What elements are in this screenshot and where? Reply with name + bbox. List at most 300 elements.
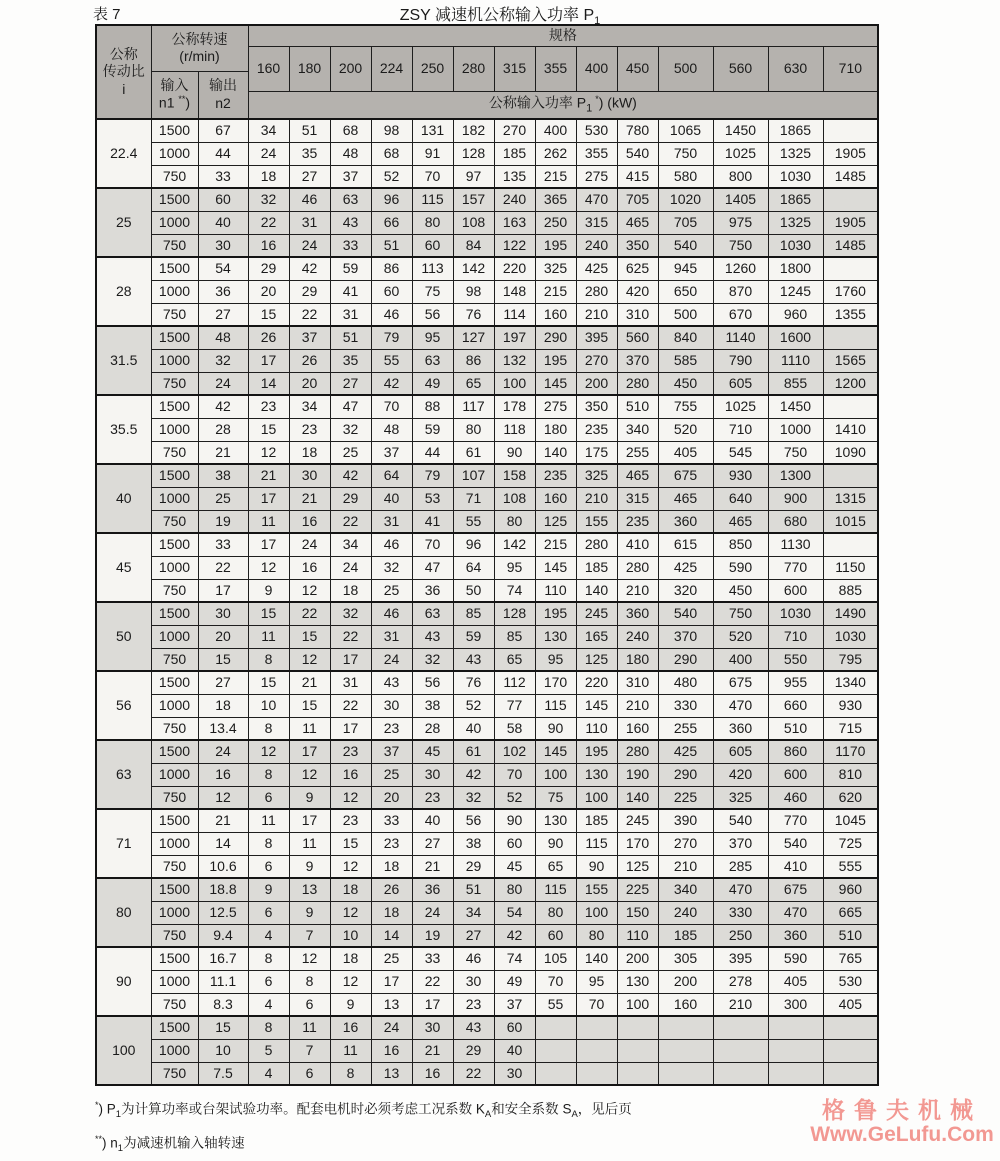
output-speed-cell: 28 bbox=[198, 418, 248, 441]
power-cell: 90 bbox=[576, 855, 617, 878]
output-label: 输出 bbox=[209, 77, 237, 94]
power-cell: 70 bbox=[412, 533, 453, 556]
power-cell: 10 bbox=[248, 694, 289, 717]
output-speed-cell: 21 bbox=[198, 809, 248, 832]
power-cell: 100 bbox=[576, 786, 617, 809]
power-cell: 675 bbox=[768, 878, 823, 901]
header-power: 公称输入功率 $P_1^*$) (kW) bbox=[248, 91, 878, 119]
power-cell: 36 bbox=[412, 878, 453, 901]
power-cell: 12 bbox=[248, 441, 289, 464]
power-cell bbox=[823, 1016, 878, 1039]
power-cell: 225 bbox=[658, 786, 713, 809]
power-cell: 705 bbox=[658, 211, 713, 234]
power-cell: 425 bbox=[576, 257, 617, 280]
power-cell: 715 bbox=[823, 717, 878, 740]
power-cell: 1025 bbox=[713, 395, 768, 418]
input-speed-cell: 750 bbox=[151, 510, 198, 533]
power-cell: 665 bbox=[823, 901, 878, 924]
power-cell: 61 bbox=[453, 740, 494, 763]
power-cell: 33 bbox=[412, 947, 453, 970]
power-cell: 60 bbox=[412, 234, 453, 257]
power-cell: 31 bbox=[289, 211, 330, 234]
watermark-url: Www.GeLufu.Com bbox=[810, 1123, 994, 1146]
power-cell: 405 bbox=[658, 441, 713, 464]
power-cell: 1020 bbox=[658, 188, 713, 211]
power-cell: 1000 bbox=[768, 418, 823, 441]
power-cell: 790 bbox=[713, 349, 768, 372]
power-cell: 16 bbox=[330, 763, 371, 786]
data-row bbox=[96, 671, 878, 694]
power-cell: 41 bbox=[330, 280, 371, 303]
input-speed-cell: 750 bbox=[151, 924, 198, 947]
output-speed-cell: 40 bbox=[198, 211, 248, 234]
size-header-224: 224 bbox=[371, 46, 412, 91]
power-cell: 185 bbox=[576, 556, 617, 579]
power-cell: 22 bbox=[330, 625, 371, 648]
input-speed-cell: 1000 bbox=[151, 556, 198, 579]
power-cell: 42 bbox=[289, 257, 330, 280]
input-footnote-mark: ** bbox=[178, 94, 186, 105]
power-cell: 8 bbox=[330, 1062, 371, 1085]
power-cell: 13 bbox=[371, 1062, 412, 1085]
power-cell: 1355 bbox=[823, 303, 878, 326]
data-row bbox=[96, 901, 878, 924]
power-cell: 1565 bbox=[823, 349, 878, 372]
power-cell: 620 bbox=[823, 786, 878, 809]
power-cell: 175 bbox=[576, 441, 617, 464]
power-cell: 23 bbox=[330, 740, 371, 763]
power-cell bbox=[617, 1016, 658, 1039]
power-cell: 155 bbox=[576, 878, 617, 901]
output-speed-cell: 33 bbox=[198, 533, 248, 556]
power-cell: 800 bbox=[713, 165, 768, 188]
power-cell: 51 bbox=[371, 234, 412, 257]
power-cell: 960 bbox=[768, 303, 823, 326]
power-cell bbox=[823, 395, 878, 418]
power-cell: 40 bbox=[412, 809, 453, 832]
power-cell: 24 bbox=[289, 234, 330, 257]
data-row bbox=[96, 740, 878, 763]
power-cell: 33 bbox=[330, 234, 371, 257]
power-cell: 112 bbox=[494, 671, 535, 694]
power-cell: 24 bbox=[289, 533, 330, 556]
data-row bbox=[96, 510, 878, 533]
output-speed-cell: 11.1 bbox=[198, 970, 248, 993]
power-cell: 98 bbox=[453, 280, 494, 303]
power-cell: 670 bbox=[713, 303, 768, 326]
power-cell: 65 bbox=[535, 855, 576, 878]
output-speed-cell: 27 bbox=[198, 303, 248, 326]
power-cell: 65 bbox=[453, 372, 494, 395]
power-cell: 117 bbox=[453, 395, 494, 418]
data-row bbox=[96, 418, 878, 441]
ratio-cell: 63 bbox=[96, 740, 151, 809]
power-cell: 1045 bbox=[823, 809, 878, 832]
power-cell: 60 bbox=[494, 1016, 535, 1039]
power-cell: 125 bbox=[576, 648, 617, 671]
power-cell: 350 bbox=[617, 234, 658, 257]
power-cell: 12 bbox=[330, 855, 371, 878]
power-cell: 95 bbox=[535, 648, 576, 671]
power-cell: 25 bbox=[371, 947, 412, 970]
output-speed-cell: 24 bbox=[198, 372, 248, 395]
power-cell: 360 bbox=[658, 510, 713, 533]
input-speed-cell: 1000 bbox=[151, 142, 198, 165]
size-header-400: 400 bbox=[576, 46, 617, 91]
power-cell: 17 bbox=[248, 349, 289, 372]
power-cell: 12 bbox=[289, 579, 330, 602]
power-cell: 128 bbox=[453, 142, 494, 165]
power-cell: 35 bbox=[330, 349, 371, 372]
power-cell: 450 bbox=[713, 579, 768, 602]
power-cell: 31 bbox=[371, 510, 412, 533]
power-cell bbox=[713, 1062, 768, 1085]
power-cell: 195 bbox=[535, 234, 576, 257]
power-cell: 47 bbox=[330, 395, 371, 418]
power-cell: 255 bbox=[617, 441, 658, 464]
power-cell: 46 bbox=[453, 947, 494, 970]
output-speed-cell: 16.7 bbox=[198, 947, 248, 970]
power-cell: 38 bbox=[412, 694, 453, 717]
input-code: n1 **) bbox=[158, 94, 191, 112]
power-cell: 35 bbox=[289, 142, 330, 165]
power-cell: 43 bbox=[371, 671, 412, 694]
power-cell: 1490 bbox=[823, 602, 878, 625]
power-cell: 22 bbox=[289, 602, 330, 625]
power-cell: 40 bbox=[453, 717, 494, 740]
power-cell: 130 bbox=[535, 809, 576, 832]
power-cell bbox=[823, 188, 878, 211]
power-cell: 280 bbox=[617, 740, 658, 763]
power-cell: 1760 bbox=[823, 280, 878, 303]
power-cell: 245 bbox=[576, 602, 617, 625]
power-cell: 540 bbox=[658, 234, 713, 257]
input-speed-cell: 1000 bbox=[151, 901, 198, 924]
power-cell: 275 bbox=[576, 165, 617, 188]
power-cell: 500 bbox=[658, 303, 713, 326]
power-cell: 15 bbox=[248, 602, 289, 625]
input-speed-cell: 1000 bbox=[151, 832, 198, 855]
power-cell: 560 bbox=[617, 326, 658, 349]
power-cell: 27 bbox=[330, 372, 371, 395]
power-cell: 885 bbox=[823, 579, 878, 602]
power-cell: 195 bbox=[535, 349, 576, 372]
power-cell bbox=[823, 464, 878, 487]
power-cell: 15 bbox=[248, 303, 289, 326]
power-cell: 405 bbox=[823, 993, 878, 1016]
header-speed bbox=[151, 25, 248, 71]
power-cell: 1030 bbox=[823, 625, 878, 648]
power-cell: 84 bbox=[453, 234, 494, 257]
page-title-text: ZSY 减速机公称输入功率 P bbox=[399, 7, 595, 24]
power-cell: 34 bbox=[330, 533, 371, 556]
power-cell: 70 bbox=[494, 763, 535, 786]
power-cell: 18 bbox=[330, 878, 371, 901]
power-cell: 12 bbox=[289, 648, 330, 671]
input-speed-cell: 1500 bbox=[151, 602, 198, 625]
power-cell: 20 bbox=[248, 280, 289, 303]
data-row bbox=[96, 326, 878, 349]
power-cell: 278 bbox=[713, 970, 768, 993]
power-cell: 280 bbox=[617, 372, 658, 395]
power-cell: 16 bbox=[248, 234, 289, 257]
power-cell: 30 bbox=[371, 694, 412, 717]
power-cell: 9 bbox=[289, 855, 330, 878]
power-cell: 1130 bbox=[768, 533, 823, 556]
power-cell: 11 bbox=[289, 1016, 330, 1039]
power-cell: 11 bbox=[289, 717, 330, 740]
power-cell: 98 bbox=[371, 119, 412, 142]
power-cell: 1065 bbox=[658, 119, 713, 142]
power-cell: 90 bbox=[535, 832, 576, 855]
power-cell: 40 bbox=[494, 1039, 535, 1062]
output-speed-cell: 30 bbox=[198, 602, 248, 625]
power-cell: 215 bbox=[535, 533, 576, 556]
power-cell: 4 bbox=[248, 993, 289, 1016]
data-row bbox=[96, 395, 878, 418]
power-cell: 840 bbox=[658, 326, 713, 349]
power-cell bbox=[535, 1062, 576, 1085]
power-cell: 70 bbox=[576, 993, 617, 1016]
power-cell: 80 bbox=[453, 418, 494, 441]
power-cell: 675 bbox=[713, 671, 768, 694]
output-speed-cell: 32 bbox=[198, 349, 248, 372]
power-cell: 315 bbox=[576, 211, 617, 234]
power-cell: 605 bbox=[713, 740, 768, 763]
input-speed-cell: 1500 bbox=[151, 257, 198, 280]
power-cell: 530 bbox=[576, 119, 617, 142]
input-speed-cell: 750 bbox=[151, 165, 198, 188]
power-cell: 200 bbox=[576, 372, 617, 395]
power-cell: 470 bbox=[713, 878, 768, 901]
power-footnote-mark: * bbox=[595, 93, 599, 104]
power-cell bbox=[535, 1039, 576, 1062]
size-header-315: 315 bbox=[494, 46, 535, 91]
power-cell: 178 bbox=[494, 395, 535, 418]
power-cell: 30 bbox=[289, 464, 330, 487]
power-cell: 795 bbox=[823, 648, 878, 671]
power-cell: 131 bbox=[412, 119, 453, 142]
power-cell: 850 bbox=[713, 533, 768, 556]
table-number: 表 7 bbox=[93, 6, 121, 23]
power-cell: 148 bbox=[494, 280, 535, 303]
power-cell: 32 bbox=[248, 188, 289, 211]
power-cell bbox=[576, 1062, 617, 1085]
power-cell: 24 bbox=[330, 556, 371, 579]
power-cell bbox=[535, 1016, 576, 1039]
power-cell: 135 bbox=[494, 165, 535, 188]
power-cell: 540 bbox=[658, 602, 713, 625]
input-speed-cell: 750 bbox=[151, 855, 198, 878]
power-cell: 47 bbox=[412, 556, 453, 579]
power-cell: 43 bbox=[412, 625, 453, 648]
size-header-450: 450 bbox=[617, 46, 658, 91]
power-cell: 6 bbox=[248, 970, 289, 993]
power-cell: 38 bbox=[453, 832, 494, 855]
power-cell: 200 bbox=[658, 970, 713, 993]
power-cell: 60 bbox=[371, 280, 412, 303]
power-cell: 56 bbox=[412, 671, 453, 694]
power-cell: 18 bbox=[330, 947, 371, 970]
power-cell: 1015 bbox=[823, 510, 878, 533]
power-cell: 55 bbox=[453, 510, 494, 533]
power-cell: 765 bbox=[823, 947, 878, 970]
power-cell: 13 bbox=[371, 993, 412, 1016]
power-cell: 63 bbox=[412, 349, 453, 372]
power-cell: 465 bbox=[713, 510, 768, 533]
power-subscript: 1 bbox=[586, 102, 593, 115]
power-cell: 410 bbox=[617, 533, 658, 556]
power-cell: 29 bbox=[330, 487, 371, 510]
data-row bbox=[96, 855, 878, 878]
power-cell: 255 bbox=[658, 717, 713, 740]
power-cell: 44 bbox=[412, 441, 453, 464]
output-speed-cell: 24 bbox=[198, 740, 248, 763]
power-cell: 625 bbox=[617, 257, 658, 280]
power-cell: 1340 bbox=[823, 671, 878, 694]
power-cell: 14 bbox=[248, 372, 289, 395]
output-code: n2 bbox=[215, 94, 231, 111]
power-cell: 8 bbox=[248, 1016, 289, 1039]
power-cell: 185 bbox=[494, 142, 535, 165]
data-row bbox=[96, 993, 878, 1016]
power-cell: 290 bbox=[658, 648, 713, 671]
size-header-160: 160 bbox=[248, 46, 289, 91]
power-cell bbox=[768, 1016, 823, 1039]
power-cell: 51 bbox=[289, 119, 330, 142]
power-cell: 725 bbox=[823, 832, 878, 855]
output-speed-cell: 15 bbox=[198, 648, 248, 671]
power-cell: 225 bbox=[617, 878, 658, 901]
power-cell: 21 bbox=[412, 855, 453, 878]
output-speed-cell: 20 bbox=[198, 625, 248, 648]
power-cell bbox=[713, 1039, 768, 1062]
power-cell: 25 bbox=[371, 579, 412, 602]
power-cell: 24 bbox=[371, 648, 412, 671]
power-cell: 74 bbox=[494, 947, 535, 970]
data-row bbox=[96, 878, 878, 901]
power-cell: 16 bbox=[289, 556, 330, 579]
power-cell: 955 bbox=[768, 671, 823, 694]
data-row bbox=[96, 303, 878, 326]
power-cell: 900 bbox=[768, 487, 823, 510]
input-speed-cell: 1000 bbox=[151, 349, 198, 372]
header-spec: 规格 bbox=[248, 25, 878, 46]
power-cell: 11 bbox=[330, 1039, 371, 1062]
input-speed-cell: 1500 bbox=[151, 809, 198, 832]
power-cell: 25 bbox=[371, 763, 412, 786]
power-cell: 240 bbox=[576, 234, 617, 257]
power-cell: 705 bbox=[617, 188, 658, 211]
power-cell: 250 bbox=[713, 924, 768, 947]
output-speed-cell: 18 bbox=[198, 694, 248, 717]
output-speed-cell: 9.4 bbox=[198, 924, 248, 947]
power-cell: 210 bbox=[713, 993, 768, 1016]
power-cell: 770 bbox=[768, 809, 823, 832]
data-row bbox=[96, 280, 878, 303]
header-ratio bbox=[96, 25, 151, 119]
power-cell: 70 bbox=[535, 970, 576, 993]
ratio-cell: 45 bbox=[96, 533, 151, 602]
power-cell: 750 bbox=[658, 142, 713, 165]
power-cell: 22 bbox=[330, 694, 371, 717]
power-cell: 17 bbox=[330, 717, 371, 740]
power-cell: 12 bbox=[289, 947, 330, 970]
power-cell: 405 bbox=[768, 970, 823, 993]
power-cell: 88 bbox=[412, 395, 453, 418]
power-cell: 1600 bbox=[768, 326, 823, 349]
data-row bbox=[96, 211, 878, 234]
power-cell: 180 bbox=[617, 648, 658, 671]
power-cell: 290 bbox=[658, 763, 713, 786]
power-cell: 675 bbox=[658, 464, 713, 487]
data-row bbox=[96, 188, 878, 211]
power-cell: 245 bbox=[617, 809, 658, 832]
power-cell: 65 bbox=[494, 648, 535, 671]
power-cell: 9 bbox=[248, 878, 289, 901]
power-cell: 15 bbox=[330, 832, 371, 855]
power-cell: 1090 bbox=[823, 441, 878, 464]
power-cell: 32 bbox=[371, 556, 412, 579]
power-cell: 41 bbox=[412, 510, 453, 533]
power-cell: 160 bbox=[535, 303, 576, 326]
power-cell: 210 bbox=[617, 579, 658, 602]
input-speed-cell: 750 bbox=[151, 303, 198, 326]
power-cell: 1245 bbox=[768, 280, 823, 303]
power-cell: 22 bbox=[289, 303, 330, 326]
power-cell: 660 bbox=[768, 694, 823, 717]
input-speed-cell: 1500 bbox=[151, 395, 198, 418]
power-cell: 465 bbox=[658, 487, 713, 510]
power-cell: 425 bbox=[658, 740, 713, 763]
power-cell: 49 bbox=[494, 970, 535, 993]
ratio-cell: 100 bbox=[96, 1016, 151, 1085]
power-cell: 330 bbox=[713, 901, 768, 924]
output-speed-cell: 48 bbox=[198, 326, 248, 349]
power-cell: 360 bbox=[713, 717, 768, 740]
power-cell: 605 bbox=[713, 372, 768, 395]
header-output-speed bbox=[198, 71, 248, 119]
power-cell: 210 bbox=[576, 303, 617, 326]
power-cell: 215 bbox=[535, 165, 576, 188]
power-cell: 63 bbox=[330, 188, 371, 211]
power-cell: 58 bbox=[494, 717, 535, 740]
power-cell: 585 bbox=[658, 349, 713, 372]
power-cell: 43 bbox=[330, 211, 371, 234]
power-cell: 520 bbox=[658, 418, 713, 441]
power-cell: 340 bbox=[658, 878, 713, 901]
power-cell: 360 bbox=[768, 924, 823, 947]
power-cell: 26 bbox=[371, 878, 412, 901]
power-cell: 75 bbox=[535, 786, 576, 809]
input-speed-cell: 1000 bbox=[151, 694, 198, 717]
input-speed-cell: 1000 bbox=[151, 970, 198, 993]
power-cell: 1410 bbox=[823, 418, 878, 441]
power-cell: 4 bbox=[248, 924, 289, 947]
input-speed-cell: 1000 bbox=[151, 280, 198, 303]
power-cell: 17 bbox=[248, 533, 289, 556]
power-cell: 96 bbox=[453, 533, 494, 556]
power-cell: 110 bbox=[617, 924, 658, 947]
power-cell: 1200 bbox=[823, 372, 878, 395]
power-cell: 750 bbox=[768, 441, 823, 464]
data-row bbox=[96, 602, 878, 625]
power-cell: 415 bbox=[617, 165, 658, 188]
power-cell: 29 bbox=[289, 280, 330, 303]
power-cell: 170 bbox=[617, 832, 658, 855]
power-cell: 56 bbox=[453, 809, 494, 832]
power-cell: 46 bbox=[289, 188, 330, 211]
